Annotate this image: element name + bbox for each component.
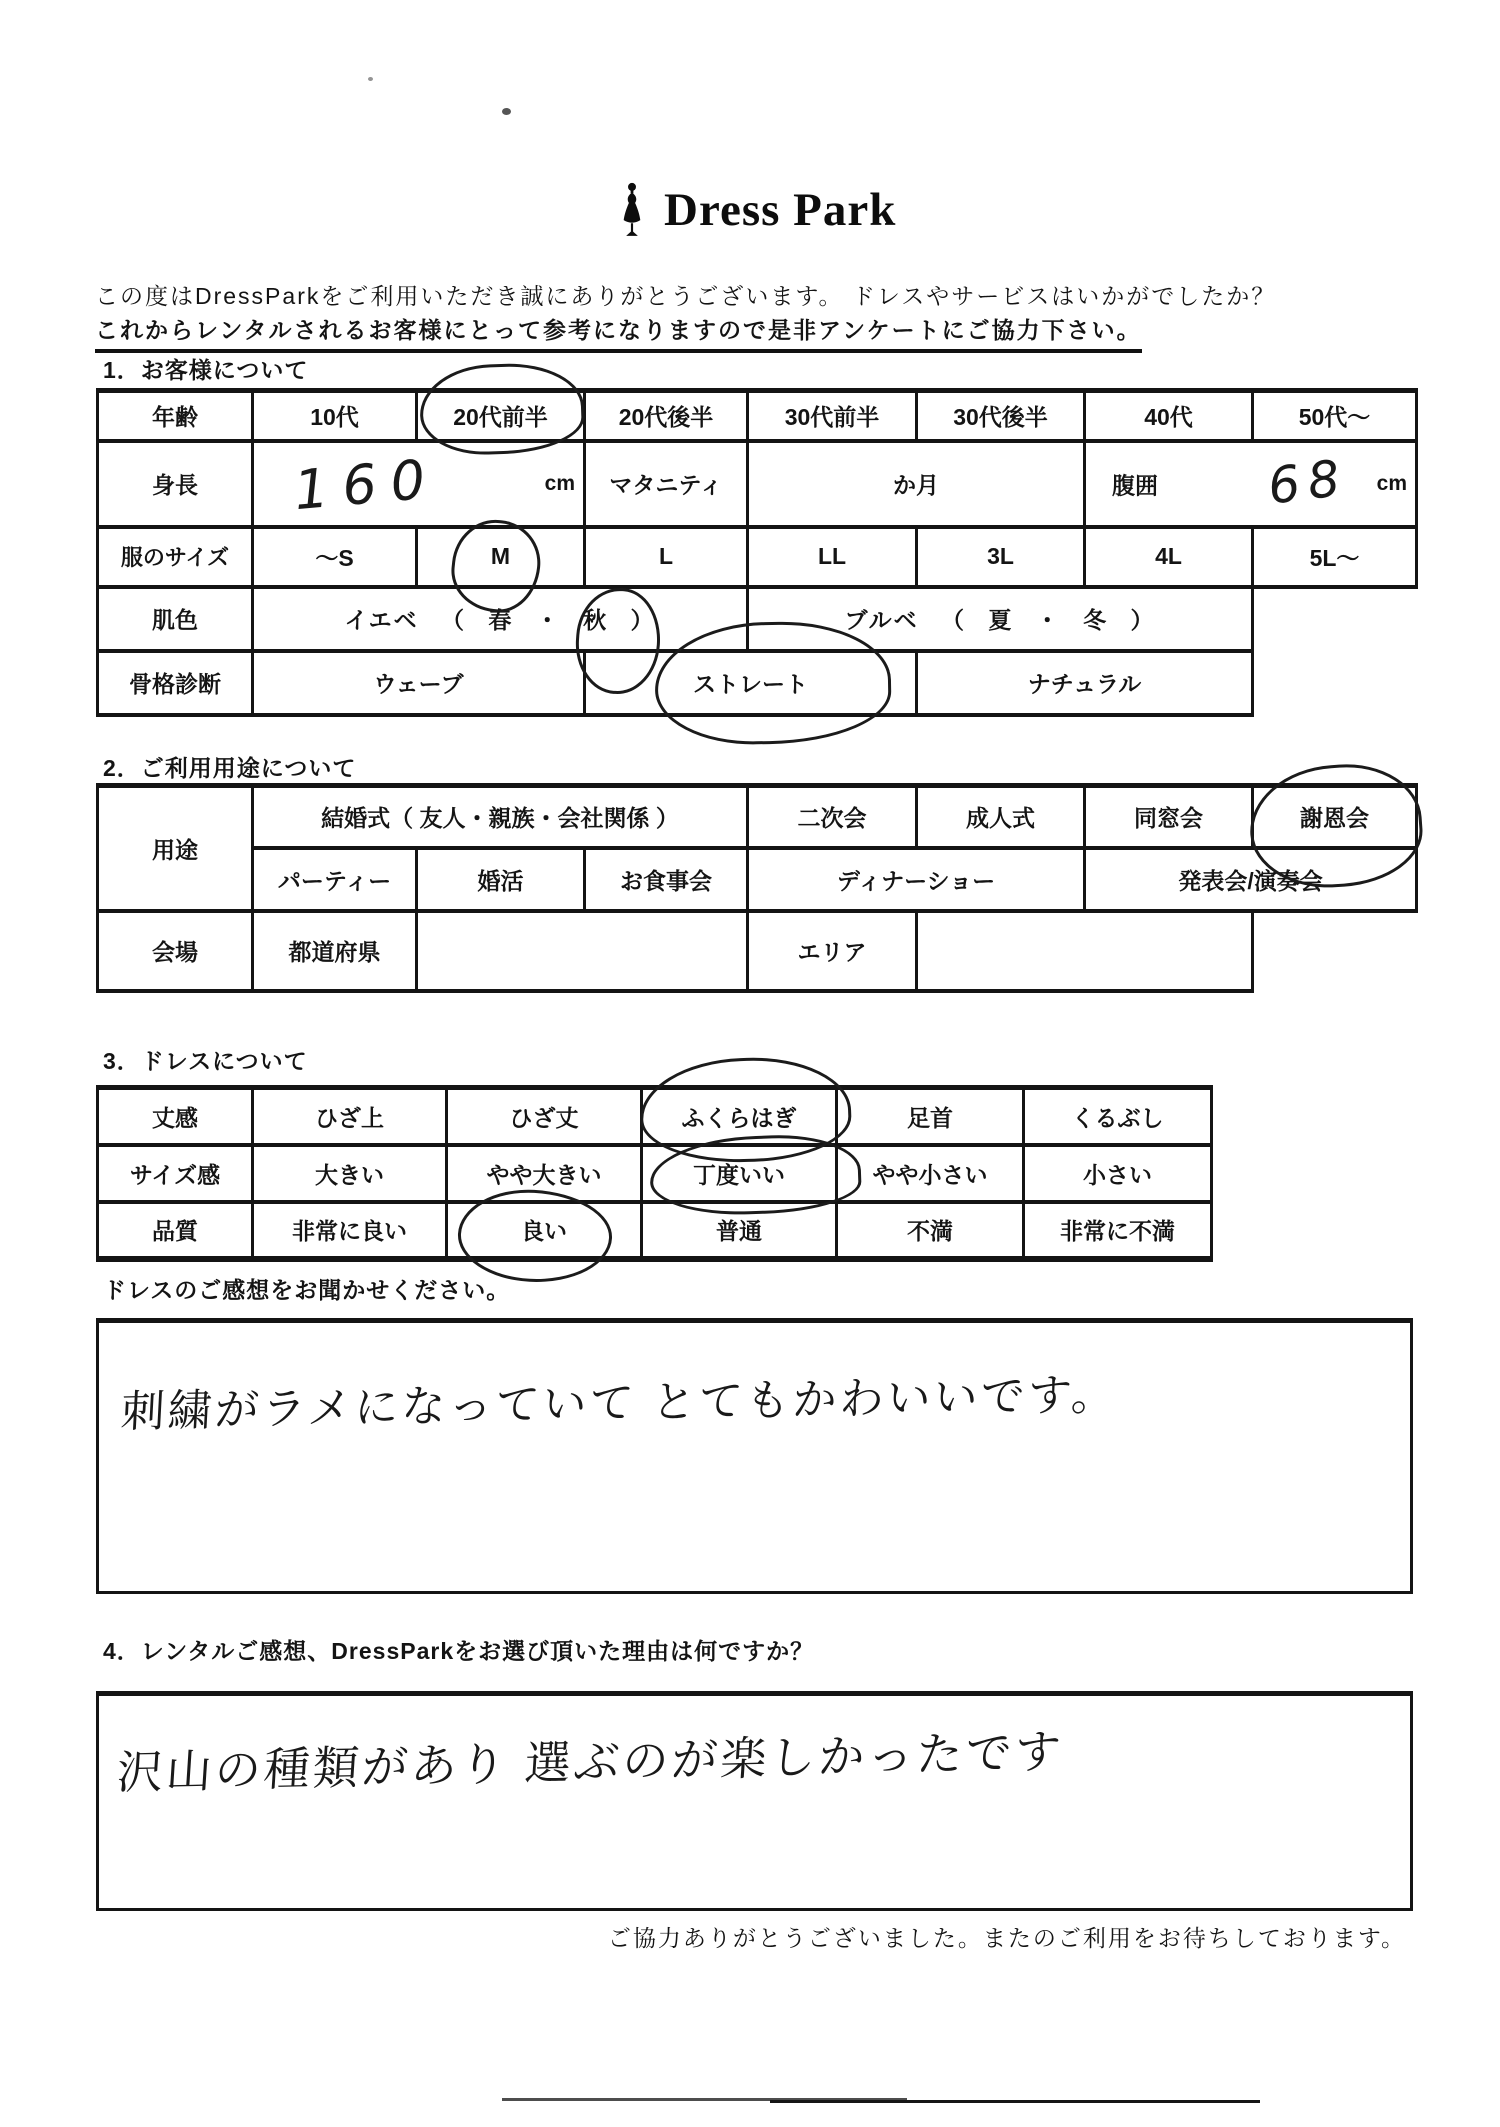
age-label: 年齢 — [98, 391, 253, 441]
age-option: 30代前半 — [748, 391, 917, 441]
fit-option: やや小さい — [837, 1145, 1024, 1202]
void-cell — [1253, 651, 1417, 715]
waist-label: 腹囲 — [1112, 472, 1158, 498]
size-option: ～S — [253, 527, 417, 587]
age-row — [98, 391, 1417, 441]
size-option-selected: M — [417, 527, 585, 587]
logo — [612, 165, 896, 255]
dress-feedback-label: ドレスのご感想をお聞かせください。 — [103, 1277, 511, 1303]
size-option: 4L — [1085, 527, 1253, 587]
age-option-selected: 20代前半 — [417, 391, 585, 441]
usage-option-selected: 謝恩会 — [1253, 786, 1417, 848]
length-option: 足首 — [837, 1088, 1024, 1145]
dress-form-icon — [612, 165, 652, 255]
height-value-cell — [253, 441, 585, 527]
usage-row-1 — [98, 786, 1417, 848]
size-option: 3L — [917, 527, 1085, 587]
skeleton-option: ナチュラル — [917, 651, 1253, 715]
height-label: 身長 — [98, 441, 253, 527]
length-option: くるぶし — [1024, 1088, 1212, 1145]
age-option: 40代 — [1085, 391, 1253, 441]
scan-speck — [502, 108, 511, 115]
usage-option: 発表会/演奏会 — [1085, 848, 1417, 911]
age-option: 10代 — [253, 391, 417, 441]
quality-option: 非常に良い — [253, 1202, 447, 1259]
quality-option: 非常に不満 — [1024, 1202, 1212, 1259]
fit-option-selected: 丁度いい — [642, 1145, 837, 1202]
age-option: 30代後半 — [917, 391, 1085, 441]
handwritten-waist-value: 68 — [1264, 447, 1351, 516]
usage-row-2 — [98, 848, 1417, 911]
waist-cell — [1085, 441, 1417, 527]
usage-option: ディナーショー — [748, 848, 1085, 911]
skin-blue-base-cell: ブルベ （ 夏 ・ 冬 ） — [748, 587, 1253, 651]
usage-table — [96, 783, 1418, 993]
age-option: 50代～ — [1253, 391, 1417, 441]
skin-yellow-base-cell: イエベ （ 春 ・ 秋 ） — [253, 587, 748, 651]
section4-title: 4．レンタルご感想、DressParkをお選び頂いた理由は何ですか？ — [103, 1638, 815, 1664]
intro-line-1: この度はDressParkをご利用いただき誠にありがとうございます。 ドレスやサービスはいかがでしたか？ — [95, 283, 1277, 309]
usage-option: 結婚式（ 友人・親族・会社関係 ） — [253, 786, 748, 848]
handwritten-dress-feedback: 刺繍がラメになっていて とてもかわいいです。 — [119, 1370, 1120, 1437]
height-row — [98, 441, 1417, 527]
quality-label: 品質 — [98, 1202, 253, 1259]
size-label: 服のサイズ — [98, 527, 253, 587]
length-option-selected: ふくらはぎ — [642, 1088, 837, 1145]
waist-unit: cm — [1376, 471, 1407, 495]
quality-option-selected: 良い — [447, 1202, 642, 1259]
usage-option: お食事会 — [585, 848, 748, 911]
quality-option: 普通 — [642, 1202, 837, 1259]
quality-row — [98, 1202, 1212, 1259]
void-cell — [1253, 587, 1417, 651]
dress-feedback-box — [96, 1318, 1413, 1594]
venue-area-label: エリア — [748, 911, 917, 991]
usage-option: 婚活 — [417, 848, 585, 911]
height-unit: cm — [544, 471, 575, 495]
venue-label: 会場 — [98, 911, 253, 991]
skeleton-option: ウェーブ — [253, 651, 585, 715]
age-option: 20代後半 — [585, 391, 748, 441]
months-cell: か月 — [748, 441, 1085, 527]
usage-option: 二次会 — [748, 786, 917, 848]
clothing-size-row — [98, 527, 1417, 587]
void-cell — [1253, 911, 1417, 991]
size-option: 5L～ — [1253, 527, 1417, 587]
usage-label: 用途 — [98, 786, 253, 911]
skeleton-option-selected: ストレート — [585, 651, 917, 715]
section2-title: 2．ご利用用途について — [103, 755, 357, 781]
handwritten-height-value: 160 — [291, 446, 442, 522]
handwritten-rental-feedback: 沢山の種類があり 選ぶのが楽しかったです — [115, 1725, 1066, 1799]
venue-prefecture-value — [417, 911, 748, 991]
skin-label: 肌色 — [98, 587, 253, 651]
rental-feedback-box — [96, 1691, 1413, 1911]
section3-title: 3．ドレスについて — [103, 1048, 308, 1074]
usage-option: パーティー — [253, 848, 417, 911]
usage-option: 成人式 — [917, 786, 1085, 848]
skeleton-label: 骨格診断 — [98, 651, 253, 715]
venue-row — [98, 911, 1417, 991]
fit-option: 大きい — [253, 1145, 447, 1202]
size-option: L — [585, 527, 748, 587]
fit-option: やや大きい — [447, 1145, 642, 1202]
intro-line-2: これからレンタルされるお客様にとって参考になりますので是非アンケートにご協力下さい。 — [95, 312, 1142, 353]
usage-option: 同窓会 — [1085, 786, 1253, 848]
scan-speck — [368, 77, 373, 81]
length-label: 丈感 — [98, 1088, 253, 1145]
maternity-label: マタニティ — [585, 441, 748, 527]
quality-option: 不満 — [837, 1202, 1024, 1259]
scan-artifact-line — [770, 2100, 1260, 2103]
venue-prefecture-label: 都道府県 — [253, 911, 417, 991]
logo-text: Dress Park — [664, 184, 897, 236]
footer-thanks-text: ご協力ありがとうございました。またのご利用をお待ちしております。 — [607, 1925, 1406, 1951]
fit-label: サイズ感 — [98, 1145, 253, 1202]
section1-title: 1．お客様について — [103, 357, 309, 383]
size-option: LL — [748, 527, 917, 587]
length-option: ひざ丈 — [447, 1088, 642, 1145]
fit-option: 小さい — [1024, 1145, 1212, 1202]
venue-area-value — [917, 911, 1253, 991]
length-option: ひざ上 — [253, 1088, 447, 1145]
